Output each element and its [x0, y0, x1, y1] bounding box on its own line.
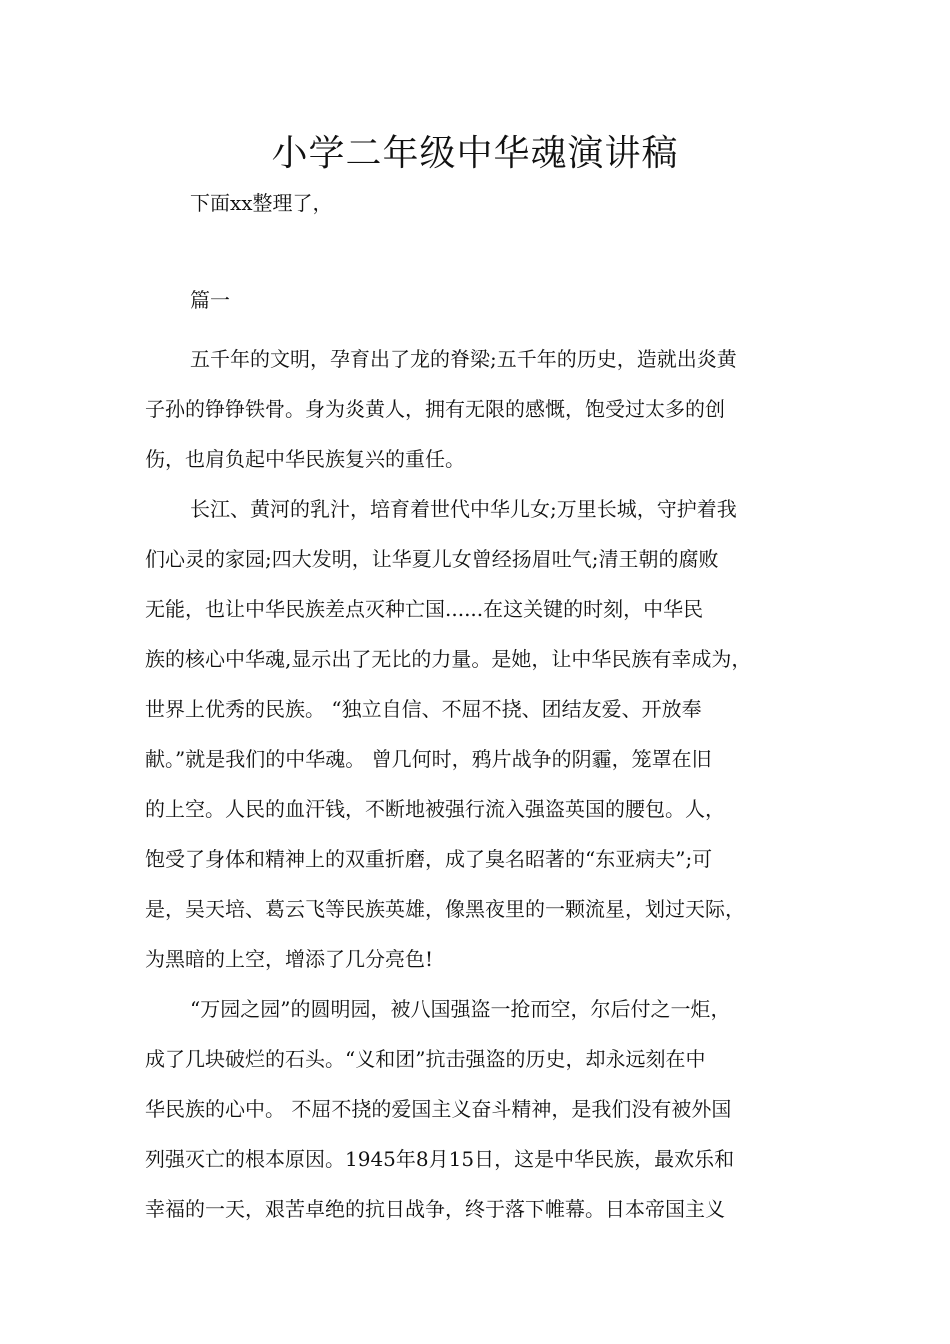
paragraph	[145, 334, 825, 484]
document-title: 小学二年级中华魂演讲稿	[271, 133, 679, 174]
text-line: 献。”就是我们的中华魂。 曾几何时，鸦片战争的阴霾，笼罩在旧	[145, 747, 712, 771]
text-line: 族的核心中华魂,显示出了无比的力量。是她，让中华民族有幸成为，	[145, 647, 752, 671]
text-line: 子孙的铮铮铁骨。身为炎黄人，拥有无限的感慨，饱受过太多的创	[145, 397, 725, 421]
text-line: 五千年的文明，孕育出了龙的脊梁;五千年的历史，造就出炎黄	[190, 347, 737, 371]
intro-text: 下面xx整理了，	[190, 191, 333, 215]
text-line: 饱受了身体和精神上的双重折磨，成了臭名昭著的“东亚病夫”;可	[145, 847, 713, 871]
text-line: 世界上优秀的民族。 “独立自信、不屈不挠、团结友爱、开放奉	[145, 697, 702, 721]
text-line: 成了几块破烂的石头。“义和团”抗击强盗的历史，却永远刻在中	[145, 1047, 706, 1071]
text-line: “万园之园”的圆明园，被八国强盗一抢而空，尔后付之一炬，	[190, 997, 731, 1021]
text-line: 们心灵的家园;四大发明，让华夏儿女曾经扬眉吐气;清王朝的腐败	[145, 547, 719, 571]
text-line: 列强灭亡的根本原因。1945年8月15日，这是中华民族，最欢乐和	[145, 1147, 735, 1171]
text-line: 是，吴天培、葛云飞等民族英雄，像黑夜里的一颗流星，划过天际，	[145, 897, 745, 921]
text-line: 无能，也让中华民族差点灭种亡国......在这关键的时刻，中华民	[145, 597, 704, 621]
paragraph	[145, 484, 825, 984]
text-line: 伤，也肩负起中华民族复兴的重任。	[145, 447, 465, 471]
text-line: 幸福的一天，艰苦卓绝的抗日战争，终于落下帷幕。日本帝国主义	[145, 1197, 725, 1221]
text-line: 华民族的心中。 不屈不挠的爱国主义奋斗精神，是我们没有被外国	[145, 1097, 732, 1121]
document-body	[145, 334, 825, 1234]
text-line: 的上空。人民的血汗钱，不断地被强行流入强盗英国的腰包。人，	[145, 797, 725, 821]
text-line: 为黑暗的上空，增添了几分亮色!	[145, 947, 434, 971]
section-label: 篇一	[190, 288, 230, 312]
text-line: 长江、黄河的乳汁，培育着世代中华儿女;万里长城，守护着我	[190, 497, 737, 521]
paragraph	[145, 984, 825, 1234]
